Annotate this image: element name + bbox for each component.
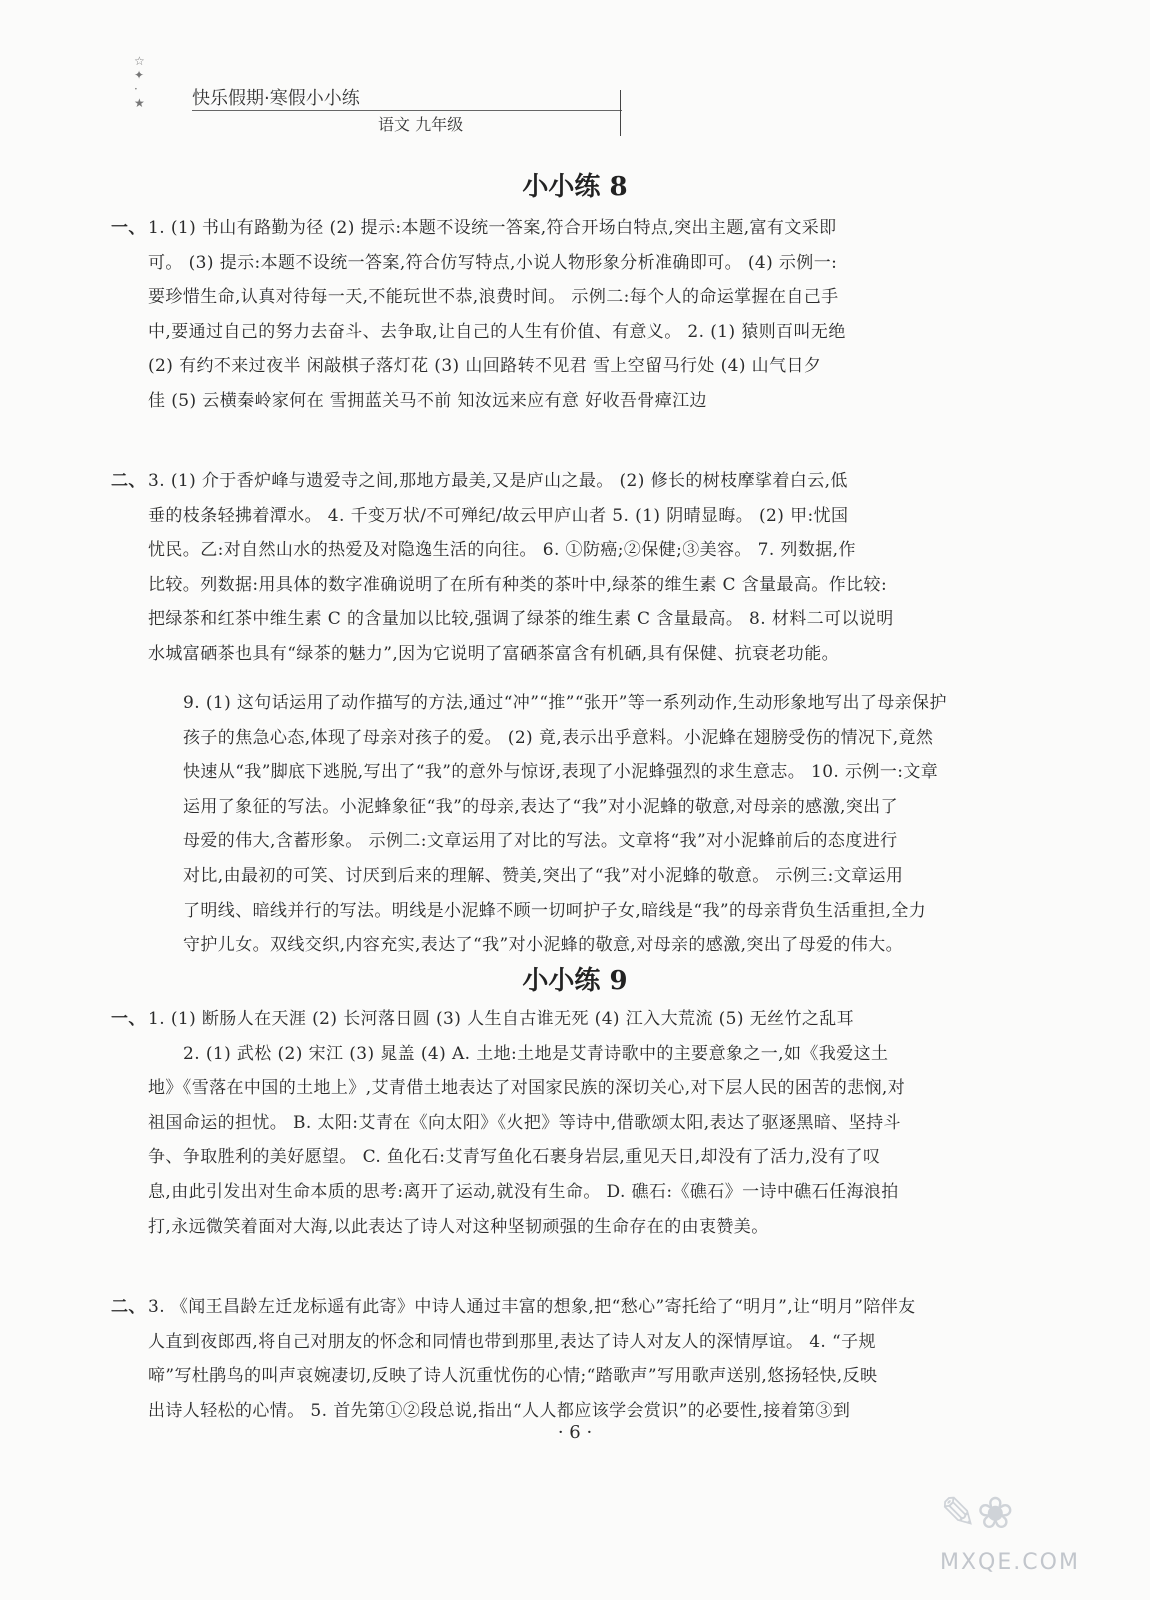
section-title-9: 小小练 9	[522, 966, 628, 996]
page-number: · 6 ·	[557, 1422, 593, 1443]
watermark-text: MXQE.COM	[940, 1550, 1080, 1575]
text-line: 1. (1) 断肠人在天涯 (2) 长河落日圆 (3) 人生自古谁无死 (4) 江入大荒流 (5) 无丝竹之乱耳	[148, 1009, 855, 1029]
text-line: 守护儿女。双线交织,内容充实,表达了“我”对小泥蜂的敬意,对母亲的感激,突出了母爱的伟大。	[183, 935, 903, 956]
part-marker: 二、	[111, 1297, 146, 1317]
section8-part1	[111, 211, 948, 419]
text-line: 要珍惜生命,认真对待每一天,不能玩世不恭,浪费时间。 示例二:每个人的命运掌握在自己手	[148, 287, 839, 308]
header-divider	[192, 110, 622, 111]
text-line: 母爱的伟大,含蓄形象。 示例二:文章运用了对比的写法。文章将“我”对小泥蜂前后的态度进行	[183, 831, 898, 852]
watermark-logo-icon: ✎❀	[940, 1488, 1014, 1539]
text-line: 佳 (5) 云横秦岭家何在 雪拥蓝关马不前 知汝远来应有意 好收吾骨瘴江边	[148, 390, 707, 411]
text-line: 3. (1) 介于香炉峰与遗爱寺之间,那地方最美,又是庐山之最。 (2) 修长的树枝摩挲着白云,低	[148, 471, 848, 491]
text-line: 对比,由最初的可笑、讨厌到后来的理解、赞美,突出了“我”对小泥蜂的敬意。 示例三:文章运用	[183, 865, 904, 886]
text-line: 争、争取胜利的美好愿望。 C. 鱼化石:艾青写鱼化石裹身岩层,重见天日,却没有了活力,没有了叹	[148, 1147, 881, 1168]
text-line: 孩子的焦急心态,体现了母亲对孩子的爱。 (2) 竟,表示出乎意料。小泥蜂在翅膀受伤的情况下,竟然	[183, 727, 934, 748]
text-line: 快速从“我”脚底下逃脱,写出了“我”的意外与惊讶,表现了小泥蜂强烈的求生意志。 10. 示例一:文章	[183, 762, 939, 783]
text-line: 水城富硒茶也具有“绿茶的魅力”,因为它说明了富硒茶富含有机硒,具有保健、抗衰老功能。	[148, 643, 839, 664]
text-line: 祖国命运的担忧。 B. 太阳:艾青在《向太阳》《火把》等诗中,借歌颂太阳,表达了驱逐黑暗、坚持斗	[148, 1112, 901, 1133]
text-line: 地》《雪落在中国的土地上》,艾青借土地表达了对国家民族的深切关心,对下层人民的困苦的悲悯,对	[148, 1078, 906, 1099]
text-line: 出诗人轻松的心情。 5. 首先第①②段总说,指出“人人都应该学会赏识”的必要性,接着第③到	[148, 1400, 851, 1421]
section-title-8: 小小练 8	[522, 172, 628, 202]
section9-part2	[111, 1290, 948, 1428]
subject-grade: 语文 九年级	[378, 115, 464, 134]
series-title: 快乐假期·寒假小小练	[192, 88, 360, 109]
part-marker: 一、	[111, 218, 146, 238]
text-line: 1. (1) 书山有路勤为径 (2) 提示:本题不设统一答案,符合开场白特点,突出主题,富有文采即	[148, 218, 837, 238]
text-line: 息,由此引发出对生命本质的思考:离开了运动,就没有生命。 D. 礁石:《礁石》一诗中礁石任海浪拍	[148, 1181, 899, 1202]
text-line: 垂的枝条轻拂着潭水。 4. 千变万状/不可殚纪/故云甲庐山者 5. (1) 阴晴显晦。 (2) 甲:忧国	[148, 505, 849, 526]
text-line: 把绿茶和红茶中维生素 C 的含量加以比较,强调了绿茶的维生素 C 含量最高。 8. 材料二可以说明	[148, 609, 894, 630]
section8-part2	[111, 464, 948, 672]
part-marker: 二、	[111, 471, 146, 491]
text-line: 可。 (3) 提示:本题不设统一答案,符合仿写特点,小说人物形象分析准确即可。 (4) 示例一:	[148, 252, 838, 273]
text-line: 了明线、暗线并行的写法。明线是小泥蜂不顾一切呵护子女,暗线是“我”的母亲背负生活重担,全力	[183, 900, 927, 921]
text-line: 忧民。乙:对自然山水的热爱及对隐逸生活的向往。 6. ①防癌;②保健;③美容。 7. 列数据,作	[148, 540, 856, 561]
text-line: (2) 有约不来过夜半 闲敲棋子落灯花 (3) 山回路转不见君 雪上空留马行处 (4) 山气日夕	[148, 356, 822, 377]
header-vertical-rule	[620, 90, 621, 136]
part-marker: 一、	[111, 1009, 146, 1029]
text-line: 比较。列数据:用具体的数字准确说明了在所有种类的茶叶中,绿茶的维生素 C 含量最高。作比较:	[148, 574, 888, 595]
text-line: 3. 《闻王昌龄左迁龙标遥有此寄》中诗人通过丰富的想象,把“愁心”寄托给了“明月”,让“明月”陪伴友	[148, 1297, 916, 1317]
section9-part1	[111, 1002, 948, 1244]
text-line: 2. (1) 武松 (2) 宋江 (3) 晁盖 (4) A. 土地:土地是艾青诗歌中的主要意象之一,如《我爱这土	[183, 1043, 889, 1064]
text-line: 中,要通过自己的努力去奋斗、去争取,让自己的人生有价值、有意义。 2. (1) 猿则百叫无绝	[148, 321, 846, 342]
text-line: 啼”写杜鹃鸟的叫声哀婉凄切,反映了诗人沉重忧伤的心情;“踏歌声”写用歌声送别,悠扬轻快,反映	[148, 1366, 878, 1387]
text-line: 运用了象征的写法。小泥蜂象征“我”的母亲,表达了“我”对小泥蜂的敬意,对母亲的感激,突出了	[183, 796, 898, 817]
text-line: 人直到夜郎西,将自己对朋友的怀念和同情也带到那里,表达了诗人对友人的深情厚谊。 4. “子规	[148, 1331, 876, 1352]
text-line: 打,永远微笑着面对大海,以此表达了诗人对这种坚韧顽强的生命存在的由衷赞美。	[148, 1216, 769, 1237]
text-line: 9. (1) 这句话运用了动作描写的方法,通过“冲”“推”“张开”等一系列动作,生动形象地写出了母亲保护	[183, 693, 947, 713]
section8-part3	[183, 686, 947, 963]
stars-decoration-icon: ☆ ✦ · ★	[134, 54, 149, 110]
